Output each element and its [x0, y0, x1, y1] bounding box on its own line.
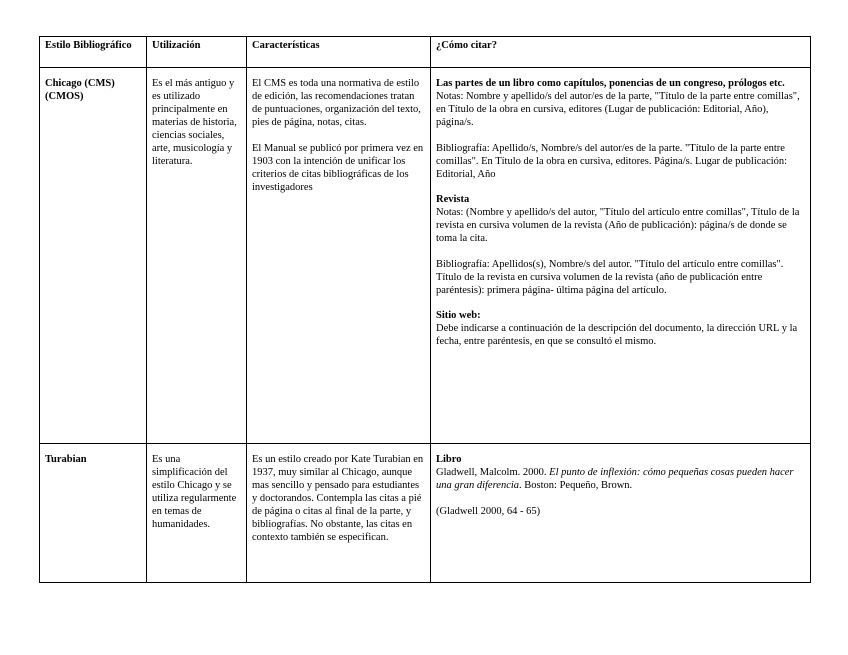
- turabian-example-title: El punto de inflexión: cómo pequeñas cosas pueden hacer una gran diferencia: [436, 467, 794, 491]
- table-row-chicago: [40, 68, 811, 444]
- chicago-style-name: Chicago (CMS) (CMOS): [40, 68, 147, 444]
- citation-styles-table: [39, 36, 811, 583]
- chicago-journal-bibliography: Bibliografía: Apellidos(s), Nombre/s del autor. "Título del artículo entre comillas". Título de la revista en cursiva volumen de la revista (año de publicación entre paréntesis): primera página- última página del artículo.: [436, 259, 784, 296]
- chicago-features-paragraph-2: El Manual se publicó por primera vez en 1903 con la intención de unificar los criterios de citas bibliográficas de los investigadores: [252, 143, 424, 193]
- turabian-example-publisher: . Boston: Pequeño, Brown.: [519, 480, 633, 491]
- chicago-web-text: Debe indicarse a continuación de la descripción del documento, la dirección URL y la fecha, entre paréntesis, en que se consultó el mismo.: [436, 323, 798, 347]
- header-cite: ¿Cómo citar?: [431, 37, 811, 68]
- chicago-use: Es el más antiguo y es utilizado principalmente en materias de historia, ciencias sociales, arte, musicología y literatura.: [147, 68, 247, 444]
- turabian-book-heading: Libro: [436, 454, 462, 465]
- turabian-use: Es una simplificación del estilo Chicago y se utiliza regularmente en temas de humanidades.: [147, 444, 247, 583]
- chicago-book-notes: Notas: Nombre y apellido/s del autor/es de la parte, "Título de la parte entre comillas", en Título de la obra en cursiva, editores (Lugar de publicación: Editorial, Año), página/s.: [436, 91, 800, 128]
- turabian-cite-cell: [431, 444, 811, 583]
- chicago-features-paragraph-1: El CMS es toda una normativa de estilo de edición, las recomendaciones tratan de puntuaciones, organización del texto, pies de página, notas, citas.: [252, 78, 421, 128]
- chicago-web-heading: Sitio web:: [436, 310, 481, 321]
- chicago-features-cell: [247, 68, 431, 444]
- chicago-book-heading: Las partes de un libro como capítulos, ponencias de un congreso, prólogos etc.: [436, 78, 785, 89]
- turabian-example-intext: (Gladwell 2000, 64 - 65): [436, 506, 541, 517]
- turabian-style-name: Turabian: [40, 444, 147, 583]
- header-use: Utilización: [147, 37, 247, 68]
- turabian-features: Es un estilo creado por Kate Turabian en 1937, muy similar al Chicago, aunque mas sencillo y pensado para estudiantes y doctorandos. Contempla las citas a pié de página o citas al final de la parte, y bibliografías. No obstante, las citas en contexto también se especifican.: [247, 444, 431, 583]
- header-style: Estilo Bibliográfico: [40, 37, 147, 68]
- table-row-turabian: [40, 444, 811, 583]
- turabian-example-reference: [436, 466, 806, 492]
- chicago-journal-heading: Revista: [436, 194, 470, 205]
- turabian-example-author: Gladwell, Malcolm. 2000.: [436, 467, 547, 478]
- header-features: Características: [247, 37, 431, 68]
- chicago-book-bibliography: Bibliografía: Apellido/s, Nombre/s del autor/es de la parte. "Título de la parte entre comillas". En Título de la obra en cursiva, editores. Página/s. Lugar de publicación: Editorial, Año: [436, 143, 788, 180]
- table-header-row: [40, 37, 811, 68]
- chicago-cite-cell: [431, 68, 811, 444]
- chicago-journal-notes: Notas: (Nombre y apellido/s del autor, "Título del artículo entre comillas", Título de la revista en cursiva volumen de la revista (Año de publicación): página/s de donde se toma la cita.: [436, 207, 800, 244]
